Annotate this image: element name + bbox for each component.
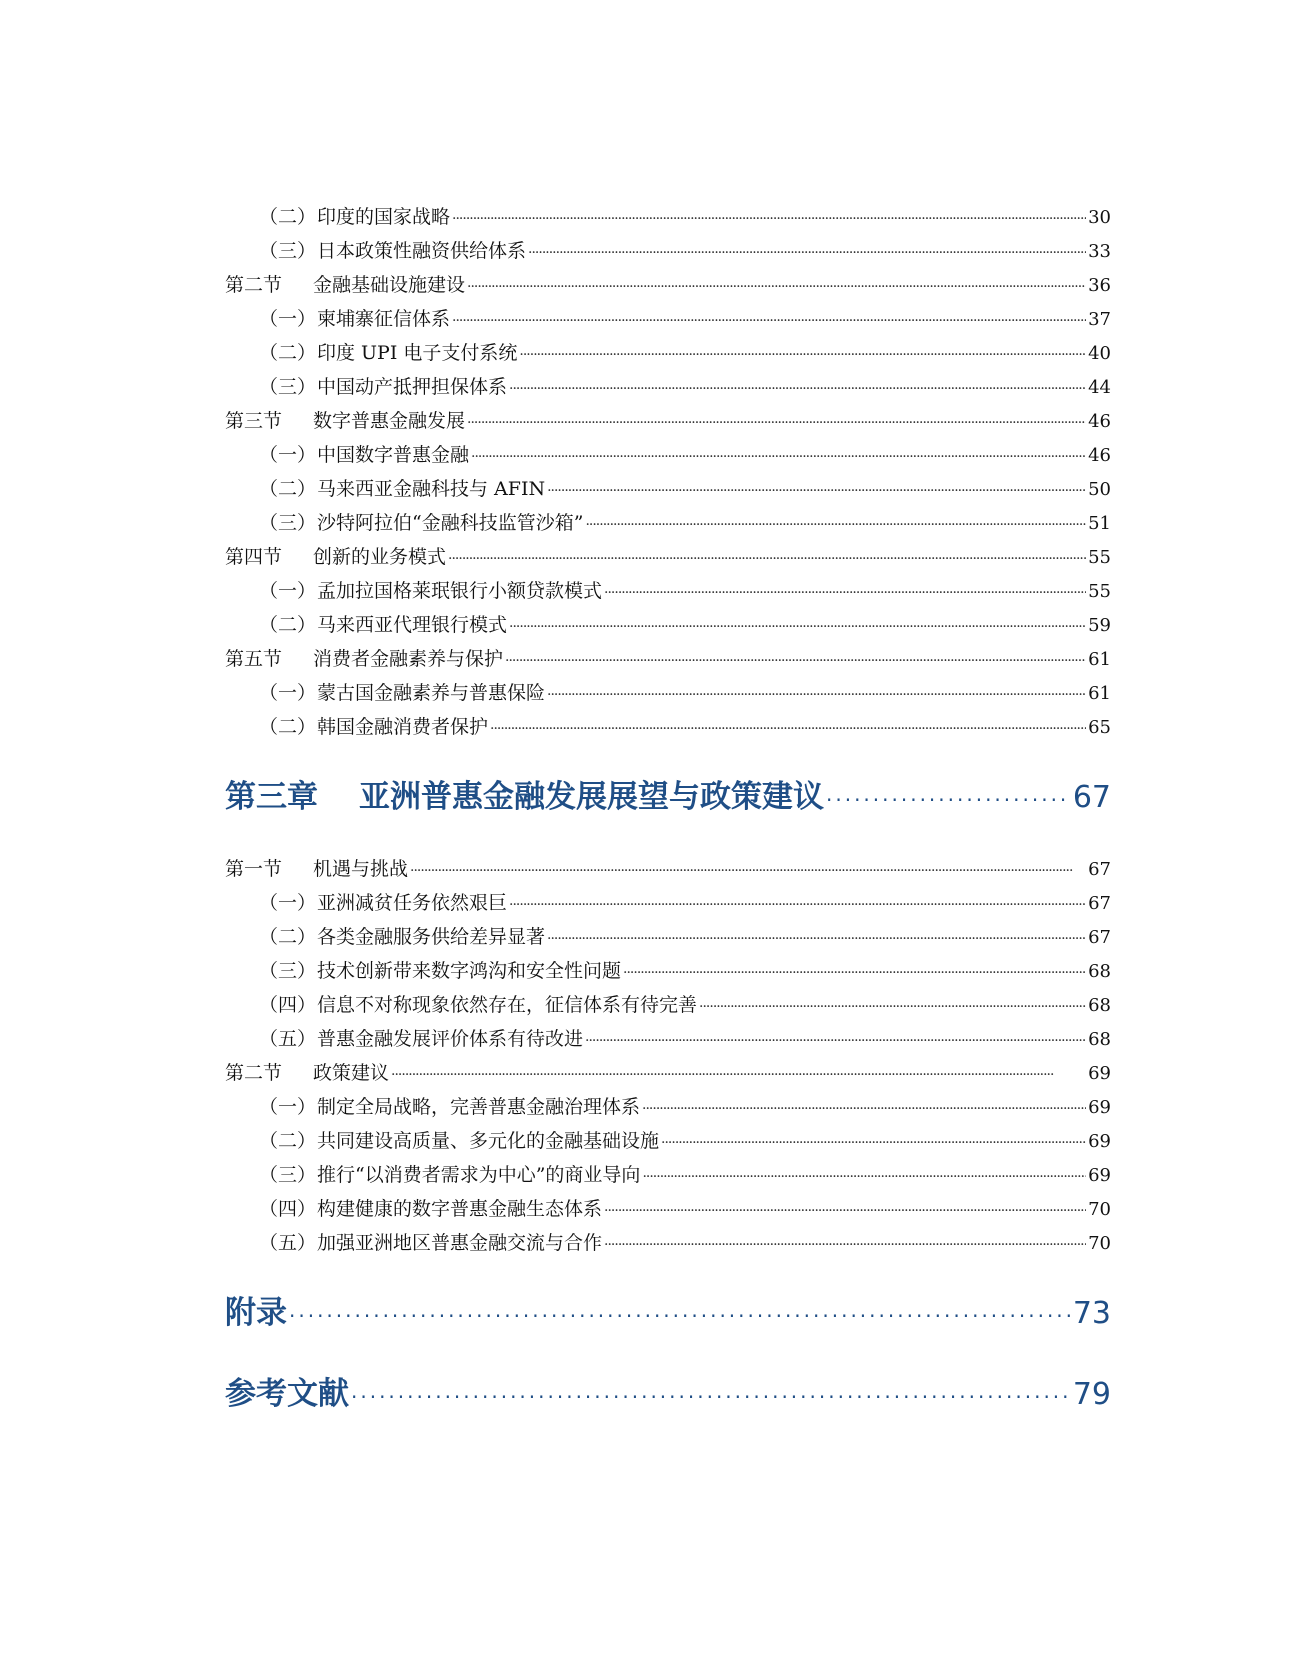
toc-subsection-entry[interactable]: [225, 1090, 1111, 1124]
toc-subsection-entry[interactable]: [225, 506, 1111, 540]
dot-leader: [509, 370, 1086, 406]
page-number: 70: [1088, 1199, 1111, 1220]
page-number: 46: [1088, 445, 1111, 466]
toc-subsection-entry[interactable]: [225, 1192, 1111, 1226]
page-number: 69: [1088, 1097, 1111, 1118]
toc-subsection-entry[interactable]: [225, 676, 1111, 710]
entry-title: 机遇与挑战: [313, 858, 409, 880]
chapter-heading: [225, 773, 824, 821]
page-number: 69: [1088, 1131, 1111, 1152]
dot-leader: [490, 710, 1086, 746]
entry-number: （二）: [259, 1130, 317, 1152]
entry-label: [225, 1056, 389, 1090]
entry-label: [225, 1226, 602, 1260]
toc-section-entry[interactable]: [225, 1056, 1111, 1090]
entry-label: [225, 336, 517, 370]
page-number: 65: [1088, 717, 1111, 738]
dot-leader: [448, 540, 1086, 576]
dot-leader: [391, 1056, 1086, 1092]
entry-title: 技术创新带来数字鸿沟和安全性问题: [317, 960, 622, 982]
entry-number: （二）: [259, 206, 317, 228]
entry-title: 日本政策性融资供给体系: [317, 240, 527, 262]
toc-section-entry[interactable]: [225, 642, 1111, 676]
dot-leader: [547, 472, 1086, 508]
entry-number: （三）: [259, 240, 317, 262]
entry-title: 制定全局战略，完善普惠金融治理体系: [317, 1096, 641, 1118]
dot-leader: [467, 268, 1086, 304]
chapter-number: 第三章: [225, 779, 318, 815]
dot-leader: [452, 200, 1086, 236]
toc-section-entry[interactable]: [225, 268, 1111, 302]
page-number: 70: [1088, 1233, 1111, 1254]
entry-label: [225, 1022, 583, 1056]
entry-title: 加强亚洲地区普惠金融交流与合作: [317, 1232, 603, 1254]
entry-number: 第一节: [225, 858, 283, 880]
page-number: 67: [1088, 927, 1111, 948]
entry-label: [225, 404, 465, 438]
entry-title: 马来西亚代理银行模式: [317, 614, 508, 636]
dot-leader: [471, 438, 1086, 474]
dot-leader: [509, 608, 1086, 644]
toc-appendix[interactable]: [225, 1289, 1111, 1337]
entry-title: 金融基础设施建设: [313, 274, 466, 296]
table-of-contents: [225, 200, 1111, 1418]
entry-number: 第二节: [225, 1062, 283, 1084]
entry-label: [225, 574, 602, 608]
entry-title: 构建健康的数字普惠金融生态体系: [317, 1198, 603, 1220]
entry-number: （一）: [259, 308, 317, 330]
entry-number: （二）: [259, 716, 317, 738]
dot-leader: [547, 676, 1086, 712]
toc-subsection-entry[interactable]: [225, 1158, 1111, 1192]
entry-label: [225, 608, 507, 642]
entry-number: （二）: [259, 478, 317, 500]
entry-number: （四）: [259, 1198, 317, 1220]
entry-label: [225, 886, 507, 920]
entry-title: 印度 UPI 电子支付系统: [317, 342, 518, 364]
entry-title: 创新的业务模式: [313, 546, 447, 568]
entry-title: 亚洲减贫任务依然艰巨: [317, 892, 508, 914]
page-number: 67: [1088, 893, 1111, 914]
dot-leader: [289, 1289, 1071, 1340]
entry-number: （三）: [259, 376, 317, 398]
dot-leader: [642, 1090, 1086, 1126]
entry-label: [225, 438, 469, 472]
entry-label: [225, 302, 450, 336]
entry-number: （一）: [259, 444, 317, 466]
entry-number: （一）: [259, 1096, 317, 1118]
toc-subsection-entry[interactable]: [225, 574, 1111, 608]
entry-number: 第三节: [225, 410, 283, 432]
page-number: 55: [1088, 547, 1111, 568]
dot-leader: [519, 336, 1086, 372]
page-number: 61: [1088, 649, 1111, 670]
page-number: 37: [1088, 309, 1111, 330]
entry-label: [225, 988, 697, 1022]
page-number: 55: [1088, 581, 1111, 602]
page-number: 33: [1088, 241, 1111, 262]
dot-leader: [467, 404, 1086, 440]
entry-number: （五）: [259, 1028, 317, 1050]
entry-title: 消费者金融素养与保护: [313, 648, 504, 670]
entry-number: （二）: [259, 614, 317, 636]
entry-label: [225, 268, 465, 302]
page-number: 30: [1088, 207, 1111, 228]
entry-number: （一）: [259, 580, 317, 602]
entry-label: [225, 472, 545, 506]
page-number: 69: [1088, 1063, 1111, 1084]
page-number: 68: [1088, 961, 1111, 982]
dot-leader: [642, 1158, 1086, 1194]
dot-leader: [547, 920, 1086, 956]
entry-number: （四）: [259, 994, 317, 1016]
entry-title: 数字普惠金融发展: [313, 410, 466, 432]
references-title: 参考文献: [225, 1376, 349, 1412]
entry-number: （三）: [259, 960, 317, 982]
page-number: 67: [1072, 780, 1111, 815]
entry-number: （三）: [259, 512, 317, 534]
dot-leader: [604, 574, 1086, 610]
entry-title: 中国动产抵押担保体系: [317, 376, 508, 398]
page-number: 50: [1088, 479, 1111, 500]
entry-title: 信息不对称现象依然存在，征信体系有待完善: [317, 994, 698, 1016]
dot-leader: [623, 954, 1086, 990]
toc-subsection-entry[interactable]: [225, 302, 1111, 336]
toc-subsection-entry[interactable]: [225, 336, 1111, 370]
entry-title: 柬埔寨征信体系: [317, 308, 451, 330]
entry-number: （二）: [259, 926, 317, 948]
dot-leader: [699, 988, 1086, 1024]
page-number: 46: [1088, 411, 1111, 432]
toc-subsection-entry[interactable]: [225, 472, 1111, 506]
entry-title: 政策建议: [313, 1062, 390, 1084]
dot-leader: [452, 302, 1086, 338]
page-number: 44: [1088, 377, 1111, 398]
toc-block-chapter3: [225, 852, 1111, 1260]
toc-subsection-entry[interactable]: [225, 1124, 1111, 1158]
entry-label: [225, 540, 446, 574]
entry-label: [225, 1192, 602, 1226]
entry-title: 共同建设高质量、多元化的金融基础设施: [317, 1130, 660, 1152]
entry-title: 印度的国家战略: [317, 206, 451, 228]
dot-leader: [528, 234, 1086, 270]
dot-leader: [604, 1192, 1086, 1228]
page-number: 40: [1088, 343, 1111, 364]
entry-title: 推行“以消费者需求为中心”的商业导向: [317, 1164, 641, 1186]
dot-leader: [505, 642, 1086, 678]
page-number: 51: [1088, 513, 1111, 534]
entry-number: 第五节: [225, 648, 283, 670]
entry-title: 孟加拉国格莱珉银行小额贷款模式: [317, 580, 603, 602]
page-number: 67: [1088, 859, 1111, 880]
toc-subsection-entry[interactable]: [225, 370, 1111, 404]
dot-leader: [604, 1226, 1086, 1262]
entry-number: （一）: [259, 682, 317, 704]
page-number: 36: [1088, 275, 1111, 296]
toc-subsection-entry[interactable]: [225, 886, 1111, 920]
entry-label: [225, 954, 621, 988]
toc-subsection-entry[interactable]: [225, 1022, 1111, 1056]
entry-title: 沙特阿拉伯“金融科技监管沙箱”: [317, 512, 584, 534]
entry-label: [225, 852, 408, 886]
entry-title: 蒙古国金融素养与普惠保险: [317, 682, 546, 704]
page-number: 68: [1088, 995, 1111, 1016]
entry-label: [225, 234, 526, 268]
toc-subsection-entry[interactable]: [225, 920, 1111, 954]
toc-subsection-entry[interactable]: [225, 608, 1111, 642]
entry-title: 各类金融服务供给差异显著: [317, 926, 546, 948]
toc-block-chapter2-tail: [225, 200, 1111, 744]
entry-label: [225, 642, 503, 676]
chapter-title: 亚洲普惠金融发展展望与政策建议: [359, 779, 824, 815]
toc-subsection-entry[interactable]: [225, 710, 1111, 744]
entry-number: （二）: [259, 342, 317, 364]
toc-subsection-entry[interactable]: [225, 988, 1111, 1022]
toc-subsection-entry[interactable]: [225, 200, 1111, 234]
entry-label: [225, 676, 545, 710]
entry-number: （五）: [259, 1232, 317, 1254]
toc-subsection-entry[interactable]: [225, 438, 1111, 472]
entry-label: [225, 370, 507, 404]
entry-number: 第二节: [225, 274, 283, 296]
entry-title: 普惠金融发展评价体系有待改进: [317, 1028, 584, 1050]
entry-number: 第四节: [225, 546, 283, 568]
entry-label: [225, 1124, 659, 1158]
page-number: 61: [1088, 683, 1111, 704]
entry-number: （一）: [259, 892, 317, 914]
toc-section-entry[interactable]: [225, 540, 1111, 574]
toc-subsection-entry[interactable]: [225, 1226, 1111, 1260]
toc-references[interactable]: [225, 1370, 1111, 1418]
entry-label: [225, 710, 488, 744]
dot-leader: [410, 852, 1086, 888]
dot-leader: [585, 506, 1086, 542]
page-number: 68: [1088, 1029, 1111, 1050]
page-number: 79: [1072, 1377, 1111, 1412]
toc-subsection-entry[interactable]: [225, 234, 1111, 268]
appendix-title: 附录: [225, 1295, 287, 1331]
toc-subsection-entry[interactable]: [225, 954, 1111, 988]
entry-title: 马来西亚金融科技与 AFIN: [317, 478, 546, 500]
dot-leader: [661, 1124, 1086, 1160]
toc-chapter3[interactable]: [225, 773, 1111, 821]
entry-title: 韩国金融消费者保护: [317, 716, 489, 738]
dot-leader: [826, 773, 1071, 824]
entry-label: [225, 920, 545, 954]
toc-section-entry[interactable]: [225, 852, 1111, 886]
page-number: 73: [1072, 1296, 1111, 1331]
entry-title: 中国数字普惠金融: [317, 444, 470, 466]
entry-label: [225, 1090, 640, 1124]
entry-label: [225, 1158, 640, 1192]
dot-leader: [509, 886, 1086, 922]
toc-section-entry[interactable]: [225, 404, 1111, 438]
dot-leader: [351, 1370, 1071, 1421]
entry-label: [225, 506, 583, 540]
dot-leader: [585, 1022, 1086, 1058]
entry-number: （三）: [259, 1164, 317, 1186]
entry-label: [225, 200, 450, 234]
page-number: 69: [1088, 1165, 1111, 1186]
page-number: 59: [1088, 615, 1111, 636]
